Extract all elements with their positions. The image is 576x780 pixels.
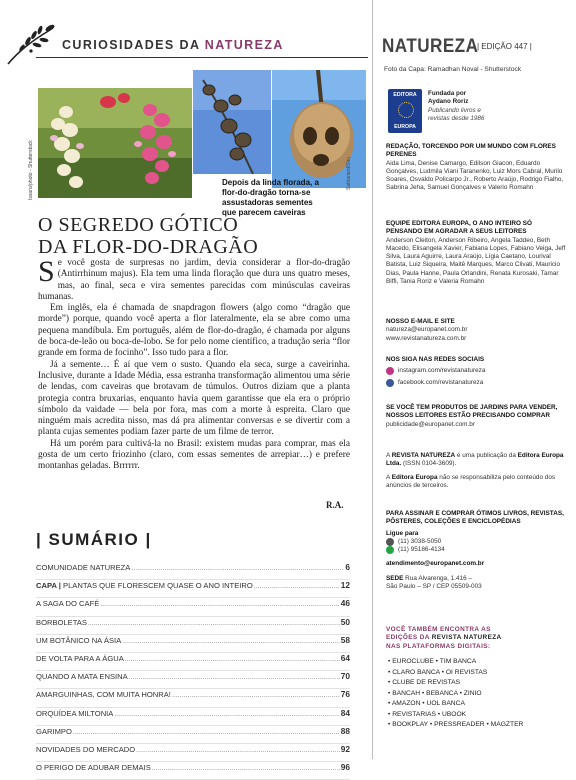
- email-title: NOSSO E-MAIL E SITE: [386, 318, 455, 325]
- platform-item: • CLUBE DE REVISTAS: [388, 678, 570, 689]
- advertising-title: SE VOCÊ TEM PRODUTOS DE JARDINS PARA VENDER, NOSSOS LEITORES ESTÃO PRECISANDO COMPRAR: [386, 404, 558, 420]
- headline-line-1: O SEGREDO GÓTICO: [38, 214, 239, 236]
- hq-address: SEDE Rua Alvarenga, 1.416 –: [386, 574, 472, 582]
- article-paragraph-1: Se você gosta de surpresas no jardim, devia considerar a flor-do-dragão (Antirrhinum majus). Ela tem uma linda floração que dura uns quatro meses, mas, ao final, seca e vira sementes parecidas com minúsculas caveiras humanas.: [38, 255, 350, 302]
- article-headline: [38, 214, 338, 258]
- legal-line-1: A REVISTA NATUREZA é uma publicação da Editora Europa Ltda. (ISSN 0104-3609).: [386, 452, 564, 468]
- toc-page-number: 70: [340, 671, 350, 682]
- whatsapp-icon: [386, 546, 394, 554]
- redacao-title: REDAÇÃO, TORCENDO POR UM MUNDO COM FLORES PERENES: [386, 143, 556, 159]
- toc-row[interactable]: [36, 744, 350, 762]
- toc-leader: [136, 747, 340, 754]
- toc-leader: [172, 692, 340, 699]
- founder-info: [428, 90, 484, 124]
- advertising-email[interactable]: publicidade@europanet.com.br: [386, 420, 475, 428]
- redacao-names: Aida Lima, Denise Camargo, Edilson Giacon, Eduardo Gonçalves, Ludmila Viani Taranenko, Luiz Mors Cabral, Murilo Soares, Osvaldo Policarpo Jr., Roberto Araújo, Rodrigo Fialho, Sabrina Jeha, Samuel Gonçalves e Valerio Romahn: [386, 159, 564, 192]
- magazine-name: NATUREZA: [382, 36, 479, 57]
- toc-page-number: 88: [340, 725, 350, 736]
- cover-photo-credit: Foto da Capa: Ramadhan Noval - Shutterstock: [384, 66, 522, 73]
- platform-item: • BOOKPLAY • PRESSREADER • MAGZTER: [388, 720, 570, 731]
- toc-page-number: 92: [340, 743, 350, 754]
- redacao-block: [386, 143, 568, 193]
- toc-leader: [122, 638, 340, 645]
- platform-item: • EUROCLUBE • TIM BANCA: [388, 657, 570, 668]
- snapdragon-flowers-photo: [38, 88, 192, 198]
- toc-page-number: 6: [345, 562, 350, 572]
- drop-cap: S: [38, 255, 55, 288]
- toc-leader: [131, 565, 344, 572]
- article-body: [38, 255, 350, 473]
- toc-page-number: 96: [340, 762, 350, 773]
- table-of-contents: [36, 562, 350, 780]
- toc-label: BORBOLETAS: [36, 617, 87, 627]
- social-block: [386, 356, 568, 387]
- toc-page-number: 50: [340, 616, 350, 627]
- toc-label: UM BOTÂNICO NA ÁSIA: [36, 635, 122, 645]
- contact-email[interactable]: natureza@europanet.com.br: [386, 326, 468, 334]
- toc-row[interactable]: [36, 617, 350, 635]
- section-accent: NATUREZA: [204, 38, 284, 52]
- toc-row[interactable]: [36, 653, 350, 671]
- photo-caption: Depois da linda florada, a flor-do-dragão torna-se assustadoras sementes que parecem caveiras: [222, 178, 319, 217]
- toc-page-number: 76: [340, 689, 350, 700]
- toc-row[interactable]: [36, 689, 350, 707]
- summary-title: | SUMÁRIO |: [36, 530, 152, 549]
- founder-name: Aydano Roriz: [428, 98, 469, 106]
- contact-site[interactable]: www.revistanatureza.com.br: [386, 334, 467, 342]
- founded-by: Fundada por: [428, 90, 467, 97]
- toc-row[interactable]: [36, 598, 350, 616]
- facebook-icon: [386, 379, 394, 387]
- toc-row[interactable]: [36, 580, 350, 598]
- platform-item: • BANCAH • BEBANCA • ZINIO: [388, 689, 570, 700]
- toc-page-number: 12: [340, 580, 350, 591]
- phone-2[interactable]: (11) 95186-4134: [386, 546, 568, 554]
- column-divider: [372, 0, 373, 759]
- toc-page-number: 64: [340, 652, 350, 663]
- toc-label: A SAGA DO CAFÉ: [36, 599, 100, 609]
- phone-icon: [386, 538, 394, 546]
- phone-1[interactable]: (11) 3038-5050: [386, 538, 568, 546]
- toc-row[interactable]: [36, 762, 350, 780]
- logo-bottom-text: EUROPA: [394, 124, 416, 130]
- photo-credit-left: Issaro/photo - Shutterstock: [28, 140, 34, 200]
- legal-line-2: A Editora Europa não se responsabiliza pelo conteúdo dos anúncios de terceiros.: [386, 473, 556, 489]
- toc-leader: [129, 674, 340, 681]
- toc-leader: [254, 583, 340, 590]
- legal-block: [386, 452, 568, 490]
- purchase-block: [386, 510, 568, 591]
- tagline-1: Publicando livros e: [428, 106, 481, 114]
- section-rule: [36, 57, 368, 58]
- section-title: [62, 38, 284, 52]
- toc-label: O PERIGO DE ADUBAR DEMAIS: [36, 763, 151, 773]
- logo-top-text: EDITORA: [393, 92, 417, 98]
- toc-row[interactable]: [36, 635, 350, 653]
- platform-item: • REVISTARIAS • UBOOK: [388, 710, 570, 721]
- toc-row[interactable]: [36, 726, 350, 744]
- masthead-column: [382, 0, 570, 759]
- editora-europa-logo: [388, 89, 422, 133]
- eu-stars-icon: [398, 102, 414, 118]
- toc-row[interactable]: [36, 671, 350, 689]
- phone-label: Ligue para: [386, 529, 419, 537]
- facebook-link[interactable]: facebook.com/revistanatureza: [386, 379, 568, 387]
- tagline-2: revistas desde 1986: [428, 115, 485, 123]
- toc-leader: [125, 656, 340, 663]
- leaf-sprig-icon: [4, 22, 60, 66]
- service-email[interactable]: atendimento@europanet.com.br: [386, 560, 485, 568]
- equipe-names: Anderson Cleiton, Anderson Ribeiro, Angela Taddeo, Beth Macedo, Elisangela Xavier, Fabiana Lopes, Fabiano Veiga, Jeff Silva, Laura Aguirre, Laura Araújo, Lígia Caetano, Lourival Batista, Luiz Siqueira, Maitê Marques, Marco Clivati, Mauricio Dias, Paula Hanne, Paula Orlandini, Renata Kurosaki, Tamar Biffi, Tania Roriz e Valeria Romahn: [386, 236, 566, 286]
- equipe-title: EQUIPE EDITORA EUROPA, O ANO INTEIRO SÓ PENSANDO EM AGRADAR A SEUS LEITORES: [386, 220, 532, 236]
- instagram-link[interactable]: instagram.com/revistanatureza: [386, 367, 568, 375]
- toc-label: AMARGUINHAS, COM MUITA HONRA!: [36, 690, 171, 700]
- toc-label: QUANDO A MATA ENSINA: [36, 672, 128, 682]
- digital-platforms-list: [388, 657, 570, 731]
- toc-leader: [100, 601, 339, 608]
- platform-item: • AMAZON • UOL BANCA: [388, 699, 570, 710]
- toc-page-number: 84: [340, 707, 350, 718]
- email-block: [386, 318, 568, 343]
- toc-leader: [152, 765, 340, 772]
- photo-credit-right: Sathamed/Shu: [346, 156, 352, 190]
- section-label: CURIOSIDADES DA: [62, 38, 200, 52]
- hq-city: São Paulo – SP / CEP 05509-003: [386, 583, 482, 591]
- toc-label: CAPA | PLANTAS QUE FLORESCEM QUASE O ANO INTEIRO: [36, 581, 253, 591]
- edition-number: | EDIÇÃO 447 |: [477, 42, 532, 51]
- instagram-icon: [386, 367, 394, 375]
- article-paragraph-3: Já a semente… É aí que vem o susto. Quando ela seca, surge a caveirinha. Inclusive, durante a Idade Média, essa estranha transformação alimentou uma série de lendas, com caveiras que brotavam de túmulos. Outros diziam que a planta protegia contra bruxarias, enquanto havia quem garantisse que ela era o próprio símbolo da vaidade — bela por fora, mas com a morte à espreita. Claro que ninguém mais acredita nisso, mas dá pra alimentar conversas e se divertir com a planta cujas sementes podiam fazer parte de um filme de terror.: [38, 359, 350, 438]
- toc-label: GARIMPO: [36, 726, 72, 736]
- toc-label: ORQUÍDEA MILTONIA: [36, 708, 114, 718]
- toc-label: NOVIDADES DO MERCADO: [36, 744, 136, 754]
- article-signature: R.A.: [326, 500, 344, 510]
- advertising-block: [386, 404, 568, 429]
- digital-platforms-title: VOCÊ TAMBÉM ENCONTRA AS EDIÇÕES DA REVISTA NATUREZA NAS PLATAFORMAS DIGITAIS:: [386, 626, 502, 650]
- toc-leader: [73, 729, 340, 736]
- seed-pods-photo: [193, 70, 271, 174]
- article-paragraph-4: Há um porém para cultivá-la no Brasil: existem mudas para comprar, mas ela gosta de um certo friozinho (claro, com essas sementes de arrepiar…) e prefere montanhas geladas. Brrrrrr.: [38, 438, 350, 472]
- toc-row[interactable]: [36, 562, 350, 580]
- toc-page-number: 58: [340, 634, 350, 645]
- headline-line-2: DA FLOR-DO-DRAGÃO: [38, 236, 259, 258]
- toc-page-number: 46: [340, 598, 350, 609]
- social-title: NOS SIGA NAS REDES SOCIAIS: [386, 356, 485, 363]
- toc-row[interactable]: [36, 708, 350, 726]
- toc-label: COMUNIDADE NATUREZA: [36, 563, 131, 572]
- equipe-block: [386, 220, 568, 286]
- toc-leader: [88, 620, 340, 627]
- toc-label: DE VOLTA PARA A ÁGUA: [36, 653, 124, 663]
- purchase-title: PARA ASSINAR E COMPRAR ÓTIMOS LIVROS, REVISTAS, PÔSTERES, COLEÇÕES E ENCICLOPÉDIAS: [386, 510, 564, 526]
- platform-item: • CLARO BANCA • OI REVISTAS: [388, 668, 570, 679]
- article-paragraph-2: Em inglês, ela é chamada de snapdragon flowers (algo como “dragão que morde”) porque, quando você aperta a flor lateralmente, ela se abre como uma pequena mandíbula. Em português, além de flor-do-dragão, é chamada por alguns de boca-de-leão ou boca-de-lobo. Se for pelo nome científico, a tradução seria “flor grande em forma de focinho”. Isso tudo para a flor.: [38, 303, 350, 359]
- toc-leader: [114, 711, 339, 718]
